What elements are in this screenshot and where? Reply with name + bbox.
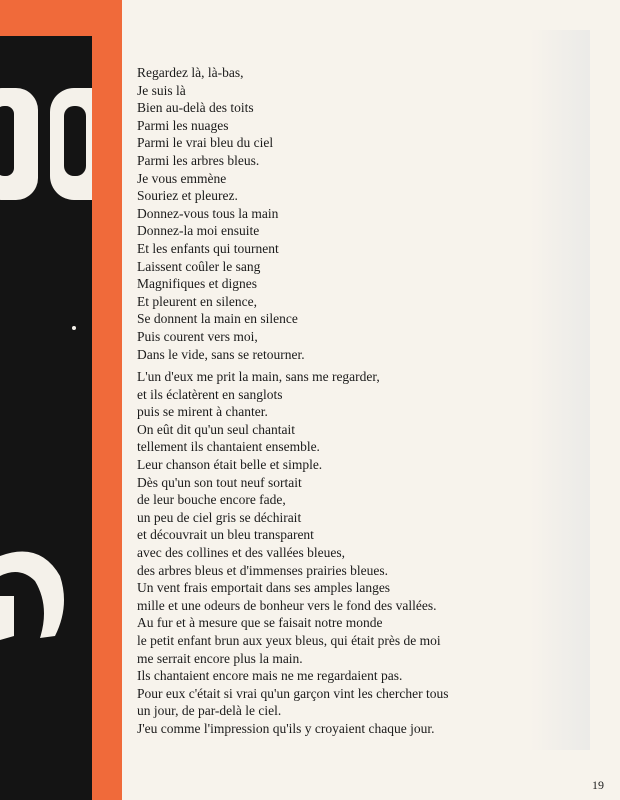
poem-line: Et pleurent en silence, [137, 293, 257, 309]
poem-line: Pour eux c'était si vrai qu'un garçon vint les chercher tous [137, 685, 449, 701]
poem-line: Donnez-vous tous la main [137, 205, 279, 221]
poem-line: me serrait encore plus la main. [137, 650, 303, 666]
poem-line: de leur bouche encore fade, [137, 492, 286, 508]
poem-line: et ils éclatèrent en sanglots [137, 386, 283, 402]
poem-line: Laissent coûler le sang [137, 258, 261, 274]
poem-line: avec des collines et des vallées bleues, [137, 545, 346, 561]
abstract-artwork [0, 36, 92, 800]
poem-line: Parmi le vrai bleu du ciel [137, 135, 274, 151]
poem-line: Dans le vide, sans se retourner. [137, 346, 305, 362]
poem-line: le petit enfant brun aux yeux bleus, qui était près de moi [137, 633, 441, 648]
poem-line: mille et une odeurs de bonheur vers le fond des vallées. [137, 597, 437, 613]
page-number: 19 [592, 778, 604, 792]
poem-line: Donnez-la moi ensuite [137, 223, 260, 239]
stanza-2 [137, 368, 537, 737]
poem-line: Bien au-delà des toits [137, 100, 254, 116]
poem-line: Au fur et à mesure que se faisait notre monde [137, 615, 383, 631]
poem-line: Parmi les nuages [137, 117, 229, 133]
poem-line: et découvrait un bleu transparent [137, 527, 314, 543]
abstract-artwork-shapes [0, 36, 92, 800]
poem-line: Parmi les arbres bleus. [137, 152, 260, 168]
poem-line: Puis courent vers moi, [137, 328, 258, 344]
poem [137, 64, 537, 743]
poem-line: puis se mirent à chanter. [137, 404, 268, 420]
poem-line: Ils chantaient encore mais ne me regardaient pas. [137, 668, 403, 684]
poem-line: Souriez et pleurez. [137, 188, 238, 204]
poem-line: un peu de ciel gris se déchirait [137, 509, 302, 525]
poem-line: Dès qu'un son tout neuf sortait [137, 474, 302, 490]
poem-line: J'eu comme l'impression qu'ils y croyaient chaque jour. [137, 720, 435, 736]
show-through-shadow [530, 30, 590, 750]
poem-line: Regardez là, là-bas, [137, 65, 244, 80]
poem-line: Un vent frais emportait dans ses amples langes [137, 580, 391, 596]
stanza-1 [137, 64, 537, 363]
poem-line: Magnifiques et dignes [137, 276, 257, 292]
poem-line: un jour, de par-delà le ciel. [137, 703, 282, 719]
poem-line: des arbres bleus et d'immenses prairies bleues. [137, 562, 388, 578]
poem-line: tellement ils chantaient ensemble. [137, 439, 320, 455]
poem-line: Se donnent la main en silence [137, 311, 298, 327]
poem-line: L'un d'eux me prit la main, sans me regarder, [137, 369, 380, 385]
poem-line: Je vous emmène [137, 170, 227, 186]
poem-line: On eût dit qu'un seul chantait [137, 421, 296, 437]
poem-line: Je suis là [137, 82, 186, 98]
poem-line: Et les enfants qui tournent [137, 240, 279, 256]
poem-line: Leur chanson était belle et simple. [137, 457, 323, 473]
